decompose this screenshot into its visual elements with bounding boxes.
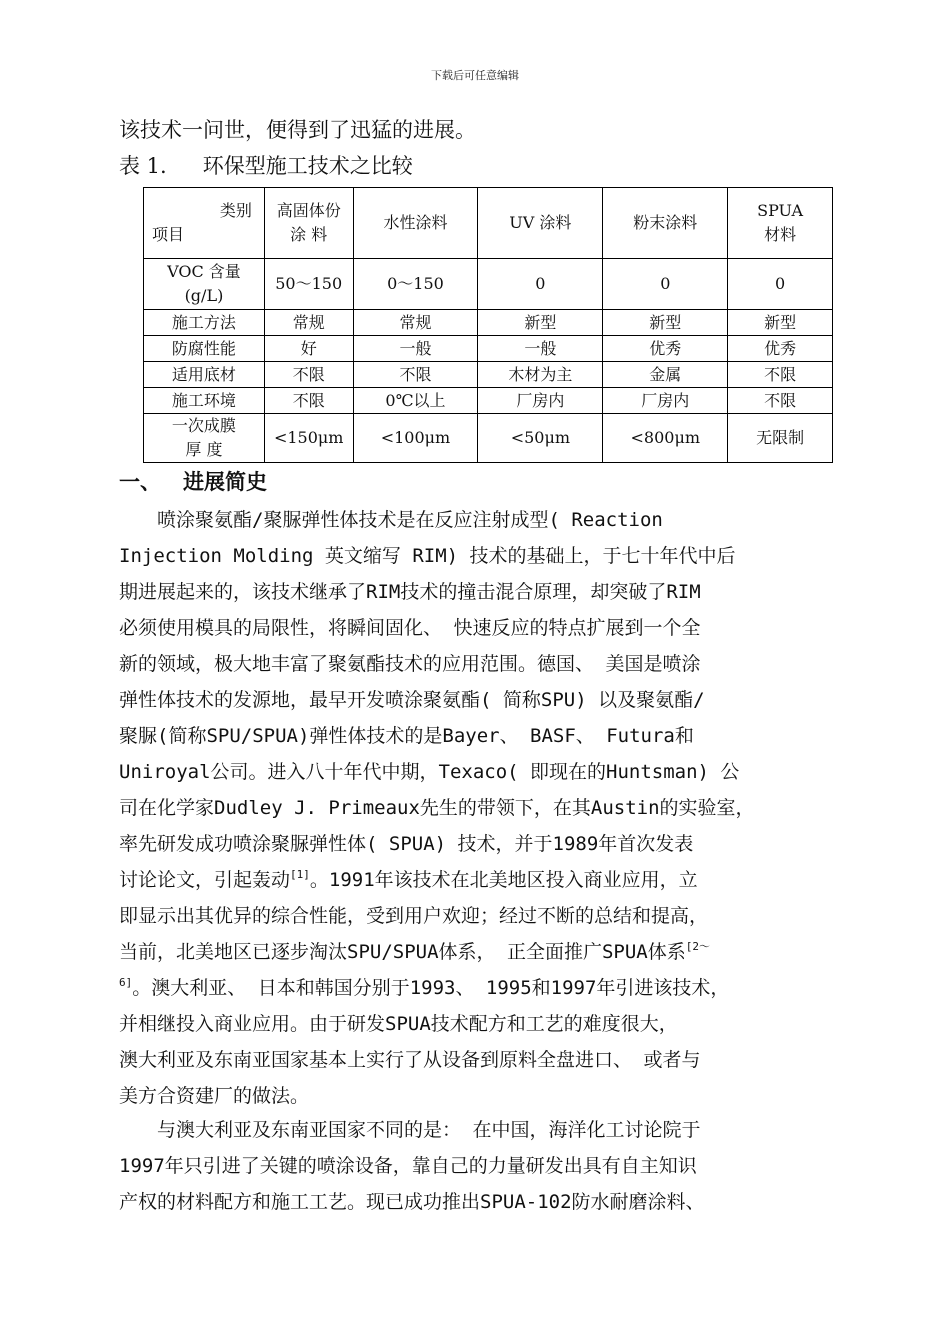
table-cell: 一般 <box>478 336 603 362</box>
table-caption-title: 环保型施工技术之比较 <box>202 154 413 178</box>
table-cell: 优秀 <box>728 336 833 362</box>
text-line: 与澳大利亚及东南亚国家不同的是： 在中国，海洋化工讨论院于 <box>119 1119 701 1141</box>
corner-cell <box>144 188 265 259</box>
column-header: UV 涂料 <box>478 188 603 259</box>
table-row <box>144 310 833 336</box>
table-cell: <100μm <box>353 414 478 463</box>
text-line: Uniroyal公司。进入八十年代中期，Texaco( 即现在的Huntsman) 公 <box>119 761 740 783</box>
column-header: 粉末涂料 <box>603 188 728 259</box>
text-line: 率先研发成功喷涂聚脲弹性体( SPUA) 技术，并于1989年首次发表 <box>119 833 694 855</box>
text-line: $^{6]}$。澳大利亚、 日本和韩国分别于1993、 1995和1997年引进该技术， <box>119 976 730 999</box>
section-heading <box>119 468 267 496</box>
table-cell: 新型 <box>728 310 833 336</box>
table-cell: 50～150 <box>264 259 353 310</box>
table-caption <box>119 152 413 180</box>
paragraph-1 <box>119 502 834 1114</box>
column-header: 水性涂料 <box>353 188 478 259</box>
intro-line: 该技术一问世，便得到了迅猛的进展。 <box>119 118 476 142</box>
text-line: 并相继投入商业应用。由于研发SPUA技术配方和工艺的难度很大， <box>119 1013 678 1035</box>
table-cell: 0℃以上 <box>353 388 478 414</box>
table-cell: 不限 <box>264 362 353 388</box>
text-line: 司在化学家Dudley J. Primeaux先生的带领下，在其Austin的实验室， <box>119 797 755 819</box>
page-header: 下载后可任意编辑 <box>431 69 519 82</box>
table-caption-number: 表 1. <box>119 154 167 178</box>
text-line: 新的领域，极大地丰富了聚氨酯技术的应用范围。德国、 美国是喷涂 <box>119 653 701 675</box>
table-cell: 新型 <box>603 310 728 336</box>
row-label: 施工环境 <box>144 388 265 414</box>
row-label: 防腐性能 <box>144 336 265 362</box>
paragraph-2 <box>119 1112 834 1220</box>
table-row <box>144 414 833 463</box>
text-line: 弹性体技术的发源地，最早开发喷涂聚氨酯( 简称SPU) 以及聚氨酯/ <box>119 689 705 711</box>
table-cell: 木材为主 <box>478 362 603 388</box>
column-header: 高固体份 涂 料 <box>264 188 353 259</box>
table-cell: 无限制 <box>728 414 833 463</box>
text-line: 美方合资建厂的做法。 <box>119 1085 310 1107</box>
citation-ref: [1] <box>290 868 310 881</box>
table-cell: 好 <box>264 336 353 362</box>
text-line: 必须使用模具的局限性，将瞬间固化、 快速反应的特点扩展到一个全 <box>119 617 701 639</box>
text-line: 澳大利亚及东南亚国家基本上实行了从设备到原料全盘进口、 或者与 <box>119 1049 701 1071</box>
text-line: 喷涂聚氨酯/聚脲弹性体技术是在反应注射成型( Reaction <box>119 509 663 531</box>
section-title: 进展简史 <box>183 470 267 494</box>
corner-category-label: 类别 <box>219 201 252 220</box>
text-line: 当前，北美地区已逐步淘汰SPU/SPUA体系， 正全面推广SPUA体系$^{[2\sim}$ <box>119 940 710 963</box>
table-cell: 厂房内 <box>603 388 728 414</box>
corner-item-label: 项目 <box>152 225 185 244</box>
table-cell: 常规 <box>353 310 478 336</box>
table-cell: 不限 <box>728 388 833 414</box>
table-cell: 常规 <box>264 310 353 336</box>
table-row <box>144 388 833 414</box>
table-cell: 0 <box>728 259 833 310</box>
text-line: Injection Molding 英文缩写 RIM) 技术的基础上，于七十年代中后 <box>119 545 736 567</box>
text-line: 讨论论文，引起轰动[1]。1991年该技术在北美地区投入商业应用，立 <box>119 868 698 891</box>
text-line: 产权的材料配方和施工工艺。现已成功推出SPUA-102防水耐磨涂料、 <box>119 1191 705 1213</box>
table-header-row <box>144 188 833 259</box>
row-label: 适用底材 <box>144 362 265 388</box>
text-line: 聚脲(简称SPU/SPUA)弹性体技术的是Bayer、 BASF、 Futura和 <box>119 725 694 747</box>
table-cell: 不限 <box>264 388 353 414</box>
row-label: 施工方法 <box>144 310 265 336</box>
table-cell: <50μm <box>478 414 603 463</box>
table-cell: 0～150 <box>353 259 478 310</box>
column-header: SPUA 材料 <box>728 188 833 259</box>
text-line: 期进展起来的，该技术继承了RIM技术的撞击混合原理，却突破了RIM <box>119 581 701 603</box>
citation-ref: 6] <box>119 976 133 989</box>
text-line: 1997年只引进了关键的喷涂设备，靠自己的力量研发出具有自主知识 <box>119 1155 697 1177</box>
table-cell: 不限 <box>353 362 478 388</box>
table-row <box>144 336 833 362</box>
table-cell: 优秀 <box>603 336 728 362</box>
comparison-table <box>143 187 833 463</box>
section-number: 一、 <box>119 470 161 494</box>
table-cell: <800μm <box>603 414 728 463</box>
table-cell: 不限 <box>728 362 833 388</box>
row-label: VOC 含量 (g/L) <box>144 259 265 310</box>
table-cell: 金属 <box>603 362 728 388</box>
table-row <box>144 259 833 310</box>
table-cell: 厂房内 <box>478 388 603 414</box>
row-label: 一次成膜 厚 度 <box>144 414 265 463</box>
table-row <box>144 362 833 388</box>
text-line: 即显示出其优异的综合性能，受到用户欢迎；经过不断的总结和提高， <box>119 905 709 927</box>
table-cell: 0 <box>603 259 728 310</box>
table-cell: <150μm <box>264 414 353 463</box>
table-cell: 0 <box>478 259 603 310</box>
table-cell: 一般 <box>353 336 478 362</box>
citation-ref: [2～ <box>685 940 710 953</box>
table-cell: 新型 <box>478 310 603 336</box>
